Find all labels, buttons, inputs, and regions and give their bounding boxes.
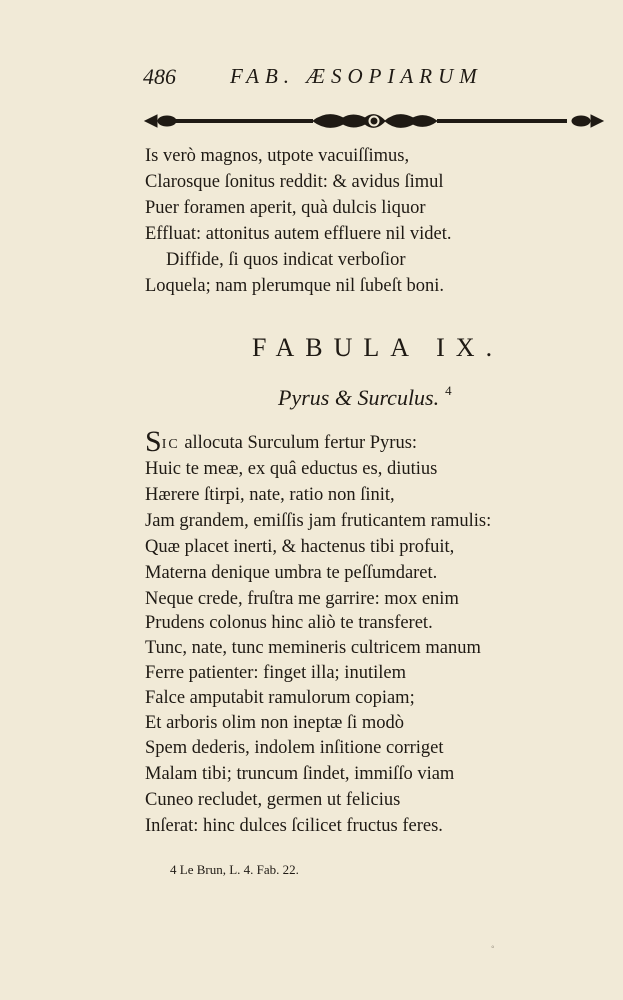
running-head [143, 64, 613, 94]
fable-subtitle [278, 383, 452, 411]
drop-cap: S [145, 425, 162, 458]
footnote-marker: 4 [445, 383, 452, 398]
footnote: 4 Le Brun, L. 4. Fab. 22. [170, 862, 299, 877]
verse-line: Ferre patienter: finget illa; inutilem [145, 663, 406, 683]
verse-line: Tunc, nate, tunc memineris cultricem manum [145, 638, 481, 658]
verse-line: Clarosque ſonitus reddit: & avidus ſimul [145, 172, 444, 192]
verse-line: Falce amputabit ramulorum copiam; [145, 688, 415, 708]
first-line-rest: allocuta Surculum fertur Pyrus: [179, 433, 418, 453]
verse-line: Is verò magnos, utpote vacuiſſimus, [145, 146, 410, 166]
verse-line: Hærere ſtirpi, nate, ratio non ſinit, [145, 485, 395, 505]
verse-line: Quæ placet inerti, & hactenus tibi profuit, [145, 537, 455, 557]
verse-line: Prudens colonus hinc aliò te transferet. [145, 613, 433, 633]
running-title: FAB. ÆSOPIARUM [230, 64, 483, 88]
fable-subtitle-text: Pyrus & Surculus. [278, 385, 440, 410]
verse-line: Spem dederis, indolem inſitione corriget [145, 738, 444, 758]
verse-line: Materna denique umbra te peſſumdaret. [145, 563, 438, 583]
verse-line: Effluat: attonitus autem effluere nil videt. [145, 224, 452, 244]
verse-line: Diffide, ſi quos indicat verboſior [166, 250, 406, 270]
verse-line: Huic te meæ, ex quâ eductus es, diutius [145, 459, 438, 479]
verse-line: Neque crede, fruſtra me garrire: mox enim [145, 589, 459, 609]
verse-line: Inſerat: hinc dulces ſcilicet fructus feres. [145, 816, 443, 836]
verse-line: Puer foramen aperit, quà dulcis liquor [145, 198, 426, 218]
verse-line: Malam tibi; truncum ſindet, immiſſo viam [145, 764, 455, 784]
page-number: 486 [143, 64, 176, 89]
fable-heading: FABULA IX. [252, 333, 504, 362]
verse-line: Et arboris olim non ineptæ ſi modò [145, 713, 404, 733]
decorative-rule-icon [143, 108, 605, 134]
verse-line-first [145, 425, 418, 458]
verse-line: Jam grandem, emiſſis jam fruticantem ramulis: [145, 511, 492, 531]
printer-mark-icon: ◦ [491, 942, 495, 953]
verse-line: Loquela; nam plerumque nil ſubeſt boni. [145, 276, 445, 296]
small-caps: IC [161, 437, 180, 452]
verse-line: Cuneo recludet, germen ut felicius [145, 790, 401, 810]
